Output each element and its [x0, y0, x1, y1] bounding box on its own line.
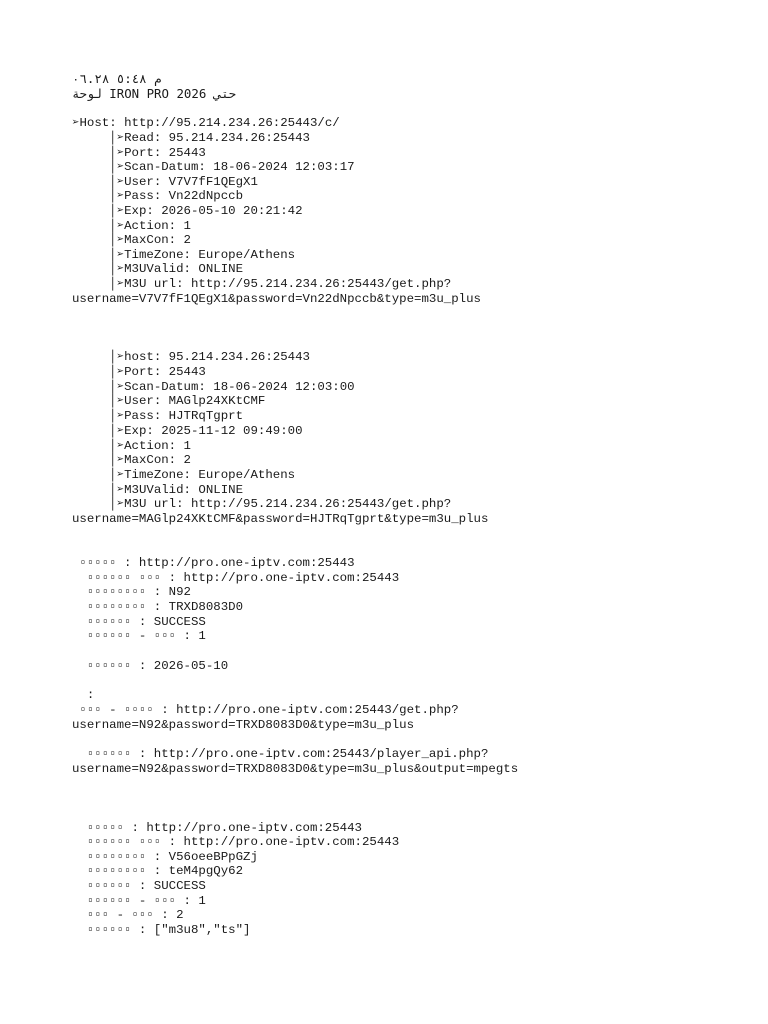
block2-line: │➢Action: 1: [72, 439, 191, 453]
block1-line: │➢Action: 1: [72, 219, 191, 233]
block2-line: │➢host: 95.214.234.26:25443: [72, 350, 310, 364]
block4-line: ▫▫▫▫▫▫ - ▫▫▫ : 1: [72, 894, 206, 908]
block1-line: │➢M3UValid: ONLINE: [72, 262, 244, 276]
block1-line: │➢MaxCon: 2: [72, 233, 191, 247]
header-timestamp: م ٥:٤٨ ٠٦.٢٨: [72, 71, 162, 86]
block4-line: ▫▫▫▫▫ : http://pro.one-iptv.com:25443: [72, 821, 362, 835]
block3-line: ▫▫▫▫▫▫ : http://pro.one-iptv.com:25443/player_api.php?: [72, 747, 489, 761]
block4-line: ▫▫▫▫▫▫▫▫ : V56oeeBPpGZj: [72, 850, 258, 864]
block3-line: ▫▫▫▫▫▫ ▫▫▫ : http://pro.one-iptv.com:25443: [72, 571, 400, 585]
block1-line: │➢TimeZone: Europe/Athens: [72, 248, 296, 262]
block1-line: username=V7V7fF1QEgX1&password=Vn22dNpccb&type=m3u_plus: [72, 292, 481, 306]
block2-line: │➢M3UValid: ONLINE: [72, 483, 244, 497]
block2-line: │➢Scan-Datum: 18-06-2024 12:03:00: [72, 380, 355, 394]
block1-line: │➢Port: 25443: [72, 146, 206, 160]
block2-line: │➢User: MAGlp24XKtCMF: [72, 394, 266, 408]
block1-line: │➢M3U url: http://95.214.234.26:25443/get.php?: [72, 277, 452, 291]
block4-line: ▫▫▫▫▫▫ : SUCCESS: [72, 879, 206, 893]
block3-line: username=N92&password=TRXD8083D0&type=m3u_plus: [72, 718, 415, 732]
block2-line: │➢TimeZone: Europe/Athens: [72, 468, 296, 482]
block3-line: ▫▫▫▫▫▫ : 2026-05-10: [72, 659, 229, 673]
block2-line: │➢M3U url: http://95.214.234.26:25443/get.php?: [72, 497, 452, 511]
block1-line: ➢Host: http://95.214.234.26:25443/c/: [72, 116, 340, 130]
block2-line: │➢Exp: 2025-11-12 09:49:00: [72, 424, 303, 438]
block4-line: ▫▫▫▫▫▫ : ["m3u8","ts"]: [72, 923, 251, 937]
block3-line: ▫▫▫▫▫▫ : SUCCESS: [72, 615, 206, 629]
block1-line: │➢User: V7V7fF1QEgX1: [72, 175, 258, 189]
block1-line: │➢Pass: Vn22dNpccb: [72, 189, 244, 203]
block3-line: :: [72, 688, 95, 702]
block1-line: │➢Scan-Datum: 18-06-2024 12:03:17: [72, 160, 355, 174]
block2-line: username=MAGlp24XKtCMF&password=HJTRqTgprt&type=m3u_plus: [72, 512, 489, 526]
block4-line: ▫▫▫▫▫▫▫▫ : teM4pgQy62: [72, 864, 244, 878]
block2-line: │➢Pass: HJTRqTgprt: [72, 409, 244, 423]
block3-line: ▫▫▫▫▫▫ - ▫▫▫ : 1: [72, 629, 206, 643]
block2-line: │➢MaxCon: 2: [72, 453, 191, 467]
block3-line: ▫▫▫ - ▫▫▫▫ : http://pro.one-iptv.com:25443/get.php?: [72, 703, 459, 717]
block1-line: │➢Exp: 2026-05-10 20:21:42: [72, 204, 303, 218]
block4-line: ▫▫▫▫▫▫ ▫▫▫ : http://pro.one-iptv.com:25443: [72, 835, 400, 849]
header-title: لوحة IRON PRO 2026 حتي: [72, 86, 237, 101]
block3-line: ▫▫▫▫▫▫▫▫ : N92: [72, 585, 191, 599]
block2-line: │➢Port: 25443: [72, 365, 206, 379]
block1-line: │➢Read: 95.214.234.26:25443: [72, 131, 310, 145]
block3-line: ▫▫▫▫▫ : http://pro.one-iptv.com:25443: [72, 556, 355, 570]
block3-line: ▫▫▫▫▫▫▫▫ : TRXD8083D0: [72, 600, 244, 614]
block3-line: username=N92&password=TRXD8083D0&type=m3u_plus&output=mpegts: [72, 762, 519, 776]
block4-line: ▫▫▫ - ▫▫▫ : 2: [72, 908, 184, 922]
